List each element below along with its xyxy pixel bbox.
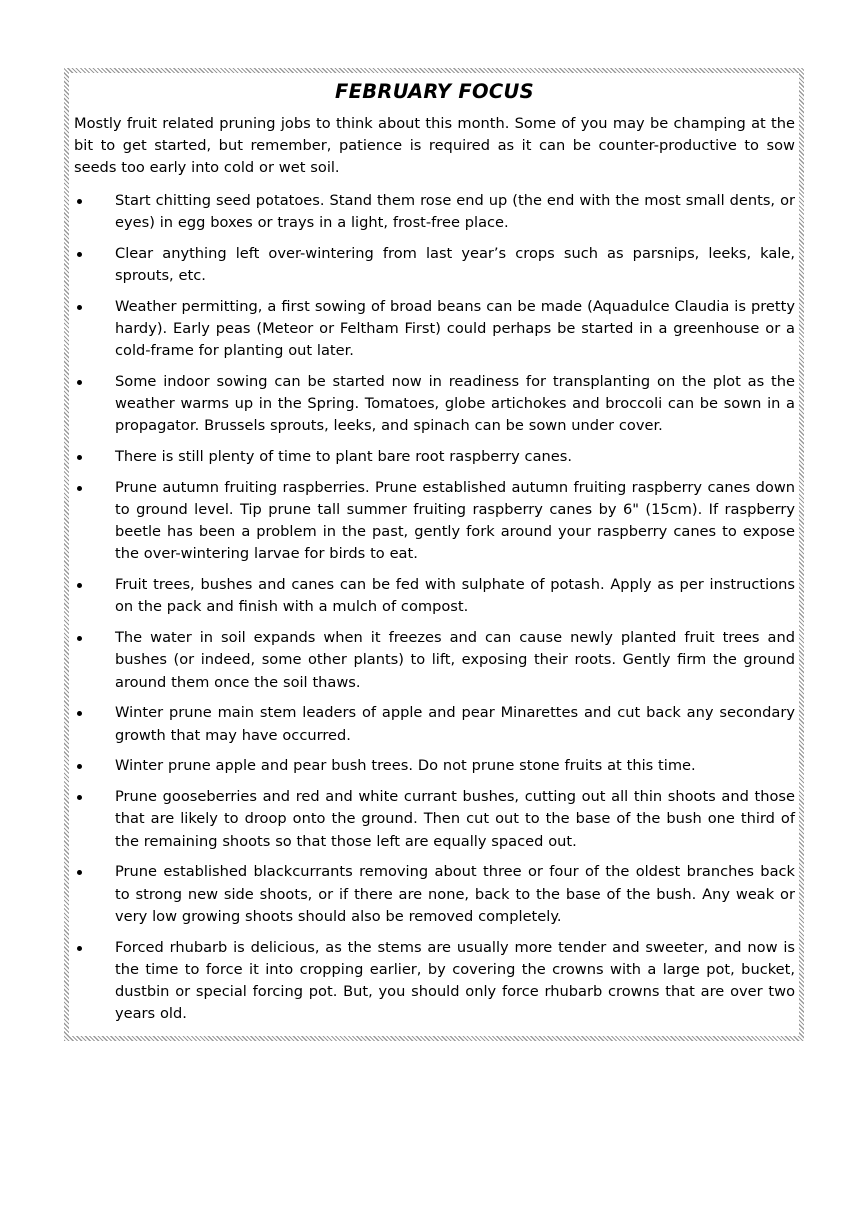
task-item <box>74 296 795 363</box>
bullet-icon <box>77 455 82 460</box>
task-text: Fruit trees, bushes and canes can be fed with sulphate of potash. Apply as per instructions on the pack and finish with a mulch of compost. <box>115 576 795 616</box>
task-list <box>74 190 795 1026</box>
task-item <box>74 243 795 287</box>
intro-paragraph: Mostly fruit related pruning jobs to think about this month. Some of you may be champing at the bit to get started, but remember, patience is required as it can be counter-productive to sow seeds too early into cold or wet soil. <box>74 115 795 177</box>
task-item <box>74 786 795 853</box>
task-item <box>74 702 795 746</box>
task-item <box>74 861 795 928</box>
task-item <box>74 574 795 618</box>
task-text: Prune gooseberries and red and white currant bushes, cutting out all thin shoots and those that are likely to droop onto the ground. Then cut out to the base of the bush one third of the remaining shoots so that those left are equally spaced out. <box>115 788 795 850</box>
task-item <box>74 477 795 566</box>
task-text: Prune established blackcurrants removing about three or four of the oldest branches back to strong new side shoots, or if there are none, back to the base of the bush. Any weak or very low growing shoots should also be removed completely. <box>115 863 795 925</box>
task-text: Start chitting seed potatoes. Stand them rose end up (the end with the most small dents, or eyes) in egg boxes or trays in a light, frost-free place. <box>115 191 795 231</box>
task-text: Forced rhubarb is delicious, as the stems are usually more tender and sweeter, and now is the time to force it into cropping earlier, by covering the crowns with a large pot, bucket, dustbin or special forcing pot. But, you should only force rhubarb crowns that are over two years old. <box>115 938 795 1023</box>
bullet-icon <box>77 252 82 257</box>
hatched-border-frame <box>64 68 804 1041</box>
bullet-icon <box>77 795 82 800</box>
bullet-icon <box>77 380 82 385</box>
bullet-icon <box>77 486 82 491</box>
bullet-icon <box>77 305 82 310</box>
bullet-icon <box>77 711 82 716</box>
task-text: There is still plenty of time to plant bare root raspberry canes. <box>115 448 572 466</box>
bullet-icon <box>77 636 82 641</box>
task-text: The water in soil expands when it freezes and can cause newly planted fruit trees and bushes (or indeed, some other plants) to lift, exposing their roots. Gently firm the ground around them once the soil thaws. <box>115 629 795 691</box>
task-text: Clear anything left over-wintering from last year’s crops such as parsnips, leeks, kale, sprouts, etc. <box>115 244 795 284</box>
bullet-icon <box>77 583 82 588</box>
task-item <box>74 627 795 694</box>
task-item <box>74 446 795 468</box>
task-item <box>74 755 795 777</box>
article-box <box>69 73 799 1036</box>
bullet-icon <box>77 199 82 204</box>
task-text: Weather permitting, a first sowing of broad beans can be made (Aquadulce Claudia is pretty hardy). Early peas (Meteor or Feltham First) could perhaps be started in a greenhouse or a cold-frame for planting out later. <box>115 297 795 360</box>
bullet-icon <box>77 764 82 769</box>
page-title: FEBRUARY FOCUS <box>335 80 534 103</box>
task-text: Winter prune main stem leaders of apple and pear Minarettes and cut back any secondary growth that may have occurred. <box>115 704 795 744</box>
task-item <box>74 371 795 438</box>
bullet-icon <box>77 870 82 875</box>
task-item <box>74 190 795 234</box>
task-text: Prune autumn fruiting raspberries. Prune established autumn fruiting raspberry canes down to ground level. Tip prune tall summer fruiting raspberry canes by 6" (15cm). If raspberry beetle has been a problem in the past, gently fork around your raspberry canes to expose the over-wintering larvae for birds to eat. <box>115 478 795 563</box>
task-text: Some indoor sowing can be started now in readiness for transplanting on the plot as the weather warms up in the Spring. Tomatoes, globe artichokes and broccoli can be sown in a propagator. Brussels sprouts, leeks, and spinach can be sown under cover. <box>115 372 795 435</box>
task-item <box>74 937 795 1026</box>
bullet-icon <box>77 946 82 951</box>
task-text: Winter prune apple and pear bush trees. Do not prune stone fruits at this time. <box>115 757 696 775</box>
